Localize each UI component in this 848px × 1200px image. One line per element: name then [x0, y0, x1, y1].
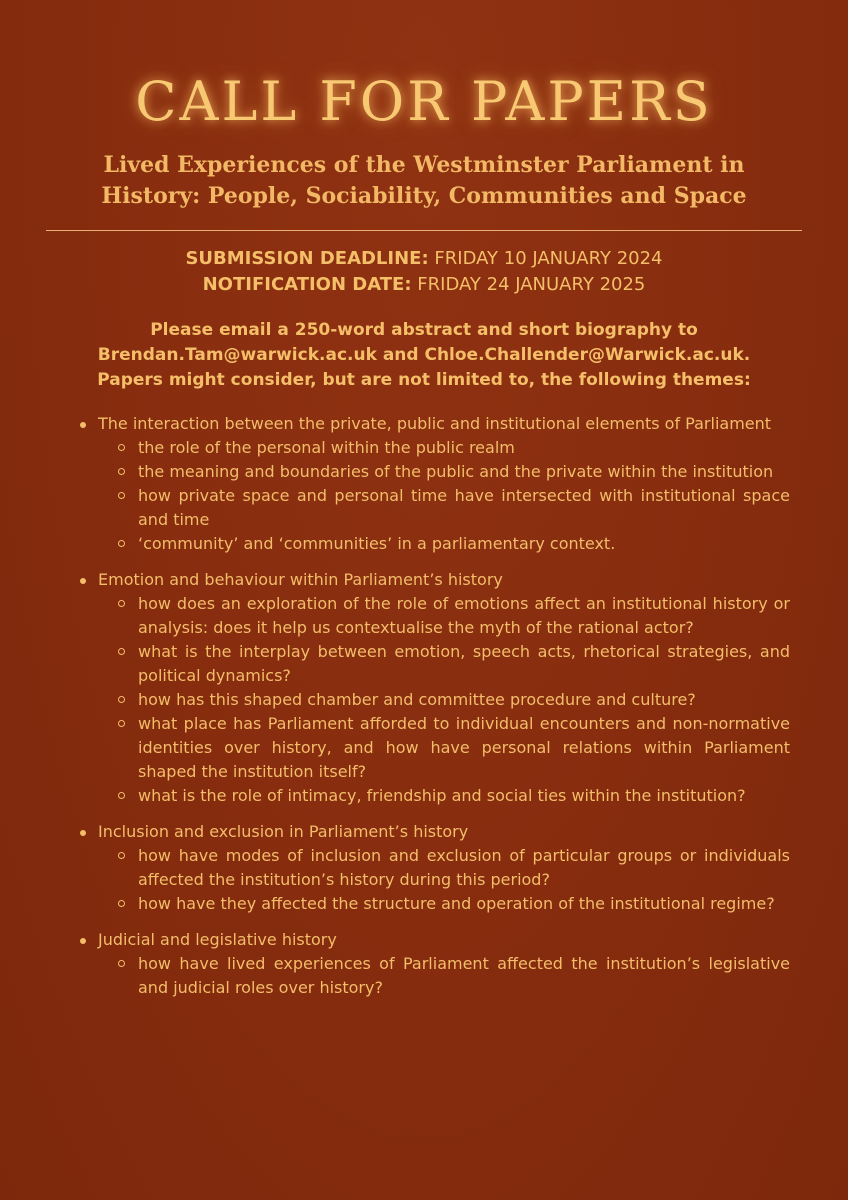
subtheme-item: the meaning and boundaries of the public and the private within the institution — [118, 460, 790, 484]
subtheme-list — [98, 844, 790, 916]
subtheme-list — [98, 952, 790, 1000]
theme-title: Judicial and legislative history — [98, 930, 337, 949]
theme-title: The interaction between the private, public and institutional elements of Parliament — [98, 414, 772, 433]
submission-instructions — [30, 318, 818, 393]
instructions-line: Papers might consider, but are not limited to, the following themes: — [97, 370, 751, 390]
subtheme-item: how have they affected the structure and operation of the institutional regime? — [118, 892, 790, 916]
subtheme-item: how have lived experiences of Parliament affected the institution’s legislative and judicial roles over history? — [118, 952, 790, 1000]
submission-deadline — [0, 246, 848, 272]
divider — [46, 230, 802, 231]
notification-date — [0, 272, 848, 298]
theme-item — [78, 820, 790, 916]
deadline-value: FRIDAY 10 JANUARY 2024 — [428, 248, 663, 269]
subtheme-item: what is the interplay between emotion, speech acts, rhetorical strategies, and political dynamics? — [118, 640, 790, 688]
instructions-line: Brendan.Tam@warwick.ac.uk and Chloe.Challender@Warwick.ac.uk. — [97, 345, 751, 365]
theme-title: Emotion and behaviour within Parliament’s history — [98, 570, 503, 589]
theme-item — [78, 568, 790, 808]
subtheme-list — [98, 436, 790, 556]
subtheme-item: what place has Parliament afforded to individual encounters and non-normative identities over history, and how have personal relations within Parliament shaped the institution itself? — [118, 712, 790, 784]
theme-item — [78, 928, 790, 1000]
deadline-label: SUBMISSION DEADLINE: — [185, 248, 429, 269]
key-dates — [0, 246, 848, 298]
theme-item — [78, 412, 790, 556]
theme-title: Inclusion and exclusion in Parliament’s history — [98, 822, 469, 841]
subtheme-item: how private space and personal time have intersected with institutional space and time — [118, 484, 790, 532]
themes-list — [78, 412, 790, 1012]
subtheme-item: how have modes of inclusion and exclusion of particular groups or individuals affected the institution’s history during this period? — [118, 844, 790, 892]
subtheme-item: ‘community’ and ‘communities’ in a parliamentary context. — [118, 532, 790, 556]
subtheme-item: the role of the personal within the public realm — [118, 436, 790, 460]
subtitle-line: History: People, Sociability, Communities and Space — [101, 183, 747, 209]
subtheme-item: how has this shaped chamber and committee procedure and culture? — [118, 688, 790, 712]
notification-label: NOTIFICATION DATE: — [202, 274, 412, 295]
notification-value: FRIDAY 24 JANUARY 2025 — [411, 274, 646, 295]
subtheme-item: what is the role of intimacy, friendship and social ties within the institution? — [118, 784, 790, 808]
subtitle — [40, 150, 808, 212]
page-title: CALL FOR PAPERS — [135, 70, 713, 133]
instructions-line: Please email a 250-word abstract and short biography to — [150, 320, 698, 340]
subtheme-list — [98, 592, 790, 808]
subtitle-line: Lived Experiences of the Westminster Parliament in — [103, 152, 745, 178]
subtheme-item: how does an exploration of the role of emotions affect an institutional history or analysis: does it help us contextualise the myth of the rational actor? — [118, 592, 790, 640]
